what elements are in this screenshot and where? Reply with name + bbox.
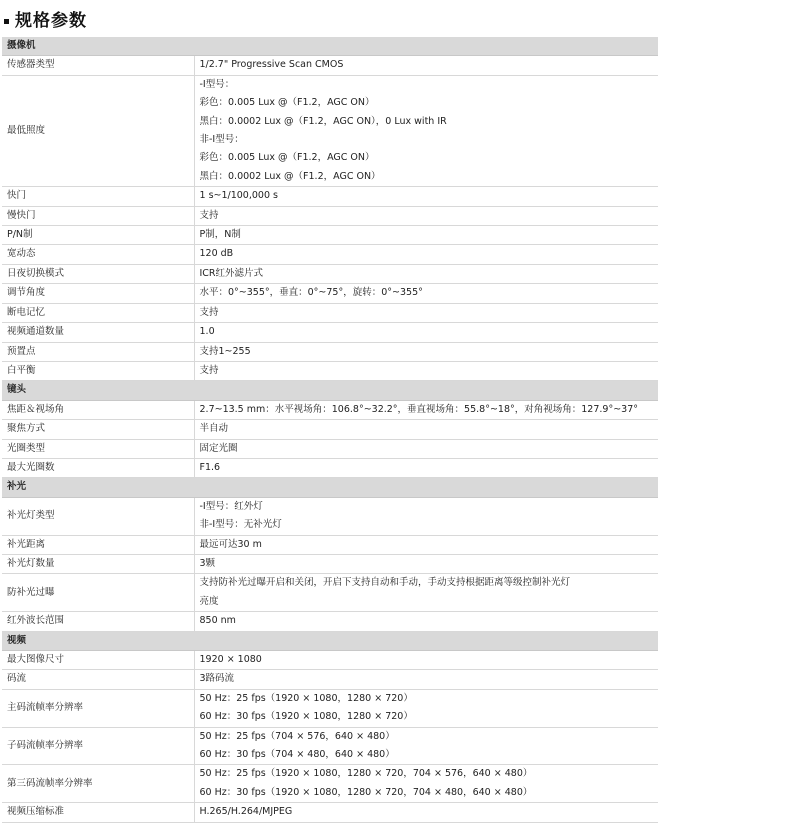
spec-value-line: 50 Hz：25 fps（704 × 576，640 × 480） [199,730,395,742]
table-row [2,554,658,573]
table-row [2,342,658,361]
spec-value-line: F1.6 [199,461,221,473]
table-row [2,245,658,264]
section-title: 摄像机 [2,37,658,56]
spec-value-line: 半自动 [199,423,229,435]
spec-value [194,420,658,439]
spec-key: 第三码流帧率分辨率 [2,765,194,803]
spec-value-line: 3路码流 [199,673,235,685]
spec-value-line: 1.0 [199,326,215,338]
spec-key: 防补光过曝 [2,574,194,612]
spec-value-line: 3颗 [199,557,216,569]
table-row [2,420,658,439]
spec-value-line: 非-I型号： [199,134,244,146]
spec-value-line: H.265/H.264/MJPEG [199,806,293,818]
spec-key: 视频压缩标准 [2,803,194,822]
spec-value [194,264,658,283]
spec-value-line: 支持防补光过曝开启和关闭，开启下支持自动和手动，手动支持根据距离等级控制补光灯 [199,577,571,589]
spec-key: 补光灯数量 [2,554,194,573]
spec-key: 补光灯类型 [2,497,194,535]
section-title: 补光 [2,478,658,497]
spec-key: 聚焦方式 [2,420,194,439]
spec-value [194,361,658,380]
table-row [2,689,658,727]
spec-key: 红外波长范围 [2,612,194,631]
table-row [2,574,658,612]
spec-key: 日夜切换模式 [2,264,194,283]
spec-value-line: 亮度 [199,595,219,607]
spec-value-line: 1/2.7" Progressive Scan CMOS [199,59,344,71]
spec-value-line: 850 nm [199,615,236,627]
spec-value [194,342,658,361]
table-row [2,727,658,765]
spec-key: 传感器类型 [2,56,194,75]
spec-key: 焦距＆视场角 [2,400,194,419]
spec-key: P/N制 [2,226,194,245]
spec-value [194,75,658,186]
table-row [2,765,658,803]
table-row [2,497,658,535]
spec-value-line: 60 Hz：30 fps（1920 × 1080，1280 × 720，704 × 480，640 × 480） [199,786,533,798]
spec-value [194,323,658,342]
table-row [2,303,658,322]
spec-value [194,765,658,803]
spec-key: 宽动态 [2,245,194,264]
spec-value [194,56,658,75]
section-header [2,37,658,56]
table-row [2,458,658,477]
table-row [2,56,658,75]
spec-value-line: 非-I型号：无补光灯 [199,519,282,531]
spec-value-line: 60 Hz：30 fps（1920 × 1080，1280 × 720） [199,711,413,723]
spec-value-line: 1 s~1/100,000 s [199,190,278,202]
table-row [2,439,658,458]
spec-value-line: 最远可达30 m [199,538,262,550]
spec-value [194,284,658,303]
spec-value [194,400,658,419]
table-row [2,400,658,419]
spec-value-line: 120 dB [199,248,234,260]
spec-key: 补光距离 [2,535,194,554]
table-row [2,187,658,206]
table-row [2,803,658,822]
spec-key: 最大光圈数 [2,458,194,477]
spec-key: 最低照度 [2,75,194,186]
spec-value [194,727,658,765]
spec-value-line: P制，N制 [199,229,241,241]
spec-value [194,497,658,535]
spec-value [194,226,658,245]
bullet-icon [4,19,9,24]
spec-value-line: 1920 × 1080 [199,654,262,665]
spec-value-line: 支持 [199,364,219,376]
spec-value [194,689,658,727]
section-header [2,631,658,650]
spec-value [194,245,658,264]
spec-value-line: 固定光圈 [199,442,238,454]
section-title: 视频 [2,631,658,650]
spec-key: 主码流帧率分辨率 [2,689,194,727]
spec-key: 快门 [2,187,194,206]
spec-value-line: 黑白：0.0002 Lux @（F1.2，AGC ON） [199,170,381,182]
spec-value-line: -I型号：红外灯 [199,500,263,512]
spec-value [194,612,658,631]
spec-value-line: 50 Hz：25 fps（1920 × 1080，1280 × 720） [199,692,413,704]
spec-key: 子码流帧率分辨率 [2,727,194,765]
spec-value [194,439,658,458]
section-header [2,478,658,497]
spec-value-line: 彩色：0.005 Lux @（F1.2，AGC ON） [199,97,375,109]
table-row [2,206,658,225]
spec-key: 预置点 [2,342,194,361]
spec-table [2,37,658,823]
spec-value-line: 支持 [199,209,219,221]
section-header [2,381,658,400]
spec-key: 白平衡 [2,361,194,380]
table-row [2,535,658,554]
spec-value [194,187,658,206]
table-row [2,361,658,380]
section-title: 镜头 [2,381,658,400]
spec-value [194,535,658,554]
spec-value [194,574,658,612]
spec-value-line: 支持 [199,306,219,318]
table-row [2,323,658,342]
spec-value [194,303,658,322]
spec-value-line: 50 Hz：25 fps（1920 × 1080，1280 × 720，704 × 576，640 × 480） [199,768,533,780]
table-row [2,651,658,670]
table-row [2,284,658,303]
spec-key: 调节角度 [2,284,194,303]
spec-value-line: 彩色：0.005 Lux @（F1.2，AGC ON） [199,152,375,164]
spec-value-line: ICR红外滤片式 [199,267,264,279]
spec-key: 码流 [2,670,194,689]
spec-value [194,651,658,670]
spec-value [194,458,658,477]
spec-value-line: 2.7~13.5 mm：水平视场角：106.8°~32.2°，垂直视场角：55.8°~18°，对角视场角：127.9°~37° [199,403,639,415]
spec-value-line: 水平：0°~355°，垂直：0°~75°，旋转：0°~355° [199,287,423,299]
spec-key: 光圈类型 [2,439,194,458]
spec-key: 最大图像尺寸 [2,651,194,670]
spec-value-line: 60 Hz：30 fps（704 × 480，640 × 480） [199,749,395,761]
table-row [2,612,658,631]
spec-value [194,670,658,689]
spec-value [194,554,658,573]
page-title-text: 规格参数 [15,11,87,31]
table-row [2,264,658,283]
spec-key: 视频通道数量 [2,323,194,342]
spec-value-line: 黑白：0.0002 Lux @（F1.2，AGC ON），0 Lux with IR [199,115,447,127]
spec-value [194,206,658,225]
spec-table-body [2,37,658,822]
spec-value-line: 支持1~255 [199,345,251,357]
table-row [2,75,658,186]
spec-value-line: -I型号： [199,78,235,90]
table-row [2,226,658,245]
table-row [2,670,658,689]
page-title [4,6,87,31]
spec-key: 慢快门 [2,206,194,225]
spec-key: 断电记忆 [2,303,194,322]
spec-value [194,803,658,822]
